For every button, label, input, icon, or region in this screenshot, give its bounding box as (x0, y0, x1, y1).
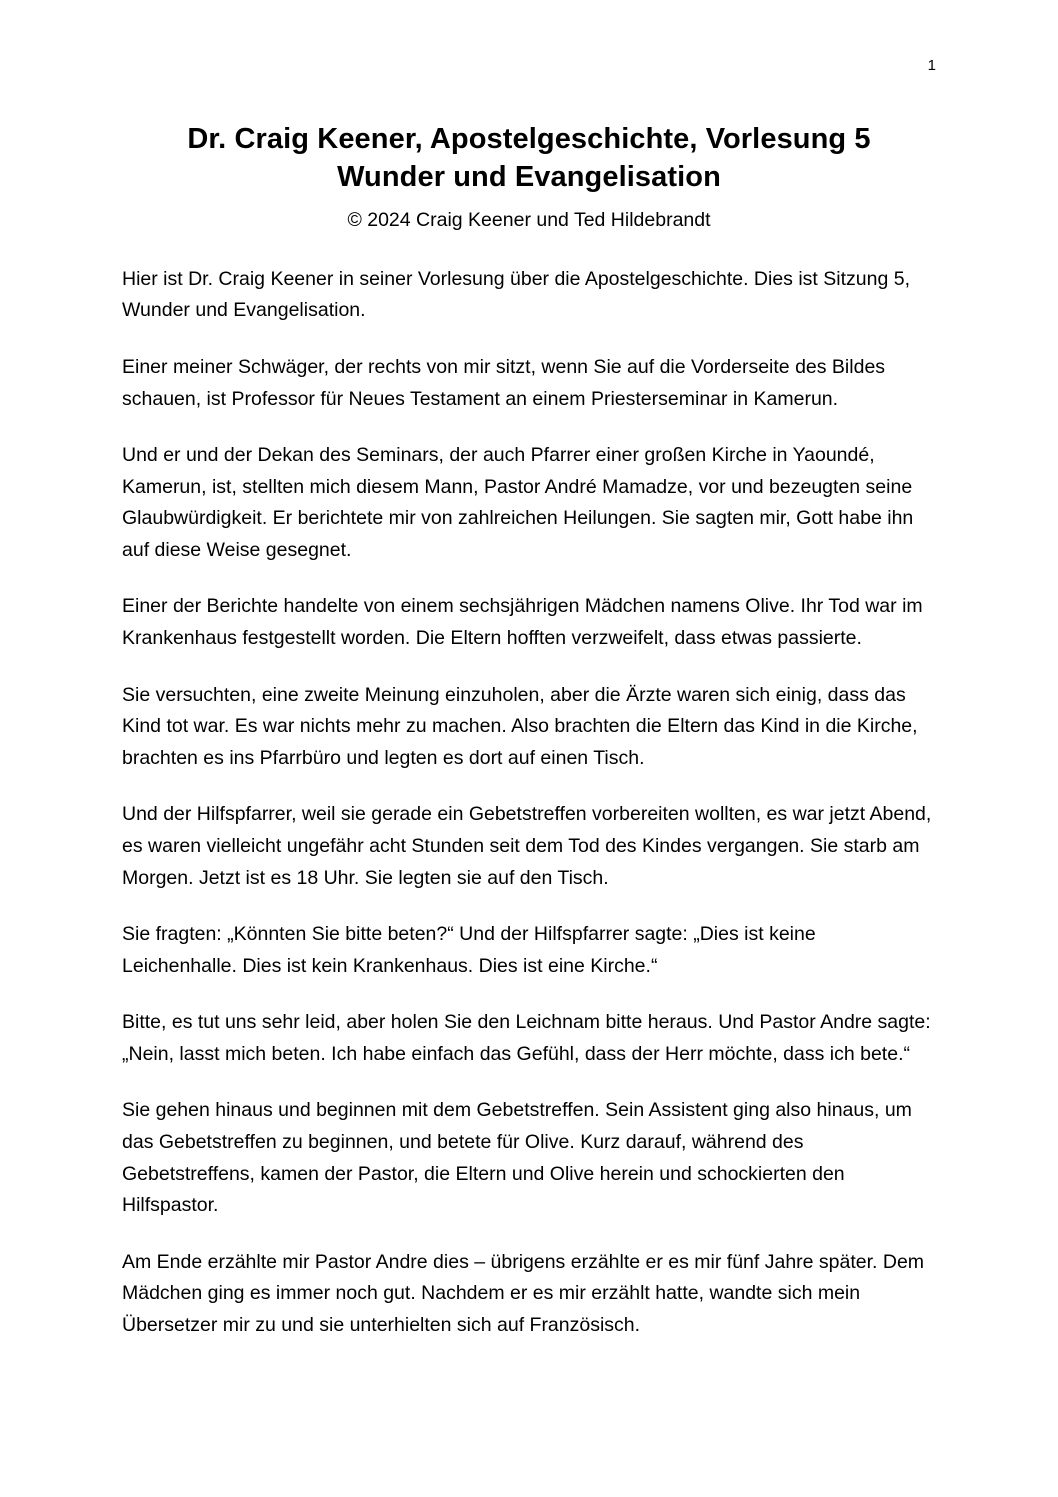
document-title-line-2: Wunder und Evangelisation (337, 161, 721, 194)
page-number: 1 (927, 57, 936, 74)
page-title (122, 120, 936, 197)
document-content (122, 120, 936, 1341)
paragraph: Und er und der Dekan des Seminars, der auch Pfarrer einer großen Kirche in Yaoundé, Kamerun, ist, stellten mich diesem Mann, Pastor André Mamadze, vor und bezeugten seine Glaubwürdigkeit. Er berichtete mir von zahlreichen Heilungen. Sie sagten mir, Gott habe ihn auf diese Weise gesegnet. (122, 444, 914, 561)
paragraph: Bitte, es tut uns sehr leid, aber holen Sie den Leichnam bitte heraus. Und Pastor Andre sagte: „Nein, lasst mich beten. Ich habe einfach das Gefühl, dass der Herr möchte, dass ich bete.“ (122, 1011, 931, 1065)
document-title-line-1: Dr. Craig Keener, Apostelgeschichte, Vorlesung 5 (187, 123, 871, 155)
paragraph: Und der Hilfspfarrer, weil sie gerade ein Gebetstreffen vorbereiten wollten, es war jetzt Abend, es waren vielleicht ungefähr acht Stunden seit dem Tod des Kindes vergangen. Sie starb am Morgen. Jetzt ist es 18 Uhr. Sie legten sie auf den Tisch. (122, 803, 932, 889)
paragraph: Hier ist Dr. Craig Keener in seiner Vorlesung über die Apostelgeschichte. Dies ist Sitzung 5, Wunder und Evangelisation. (122, 267, 910, 322)
paragraph: Sie gehen hinaus und beginnen mit dem Gebetstreffen. Sein Assistent ging also hinaus, um das Gebetstreffen zu beginnen, und betete für Olive. Kurz darauf, während des Gebetstreffens, kamen der Pastor, die Eltern und Olive herein und schockierten den Hilfspastor. (122, 1099, 912, 1217)
copyright-line: © 2024 Craig Keener und Ted Hildebrandt (347, 208, 711, 231)
paragraph: Am Ende erzählte mir Pastor Andre dies – übrigens erzählte er es mir fünf Jahre später. Dem Mädchen ging es immer noch gut. Nachdem er es mir erzählt hatte, wandte sich mein Übersetzer mir zu und sie unterhielten sich auf Französisch. (122, 1250, 925, 1336)
paragraph: Sie versuchten, eine zweite Meinung einzuholen, aber die Ärzte waren sich einig, dass das Kind tot war. Es war nichts mehr zu machen. Also brachten die Eltern das Kind in die Kirche, brachten es ins Pfarrbüro und legten es dort auf einen Tisch. (122, 683, 918, 769)
paragraph: Einer meiner Schwäger, der rechts von mir sitzt, wenn Sie auf die Vorderseite des Bildes schauen, ist Professor für Neues Testament an einem Priesterseminar in Kamerun. (122, 355, 886, 410)
paragraph: Sie fragten: „Könnten Sie bitte beten?“ Und der Hilfspfarrer sagte: „Dies ist keine Leichenhalle. Dies ist kein Krankenhaus. Dies ist eine Kirche.“ (122, 923, 816, 977)
paragraph: Einer der Berichte handelte von einem sechsjährigen Mädchen namens Olive. Ihr Tod war im Krankenhaus festgestellt worden. Die Eltern hofften verzweifelt, dass etwas passierte. (122, 595, 923, 650)
body-text (122, 264, 936, 1342)
